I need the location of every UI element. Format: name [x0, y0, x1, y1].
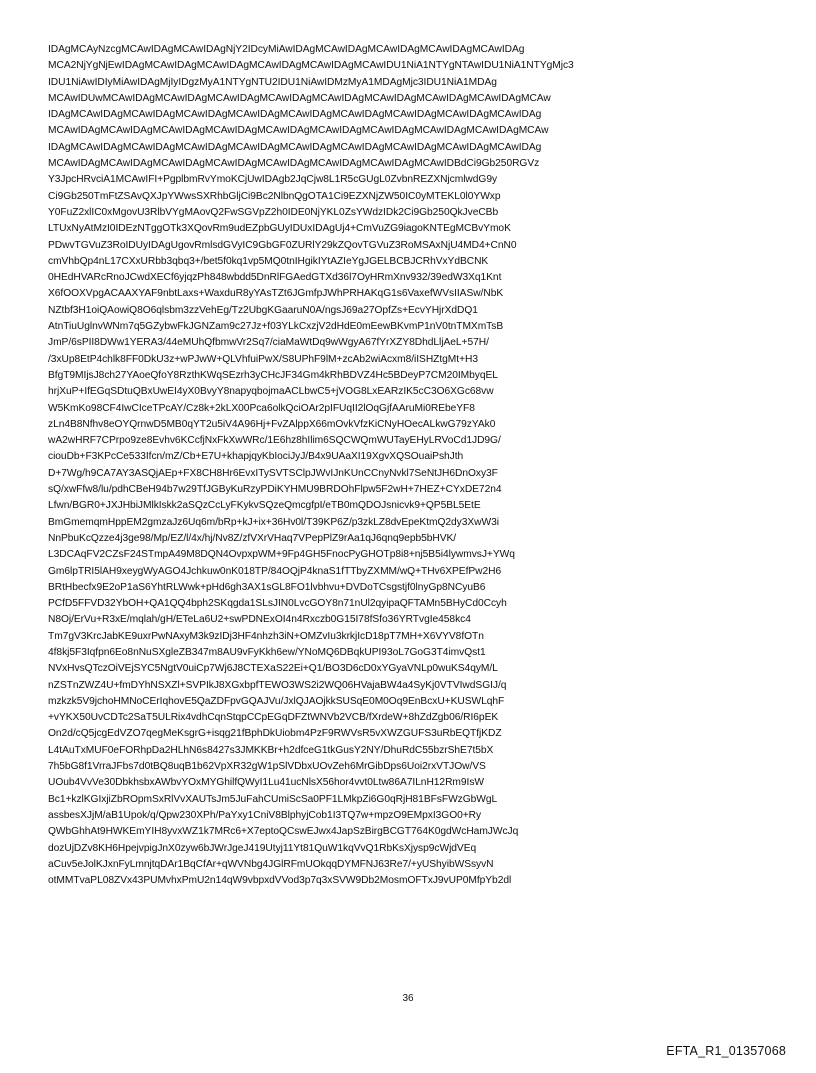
- text-line: IDU1NiAwIDIyMiAwIDAgMjIyIDgzMyA1NTYgNTU2IDU1NiAwIDMzMyA1MDAgMjc3IDU1NiA1MDAg: [48, 76, 497, 88]
- text-line: 7h5bG8f1VrraJFbs7d0tBQ8uqB1b62VpXR32gW1pSlVDbxUOvZeh6MrGibDps6Uoi2rxVTJOw/VS: [48, 761, 486, 773]
- text-line: LTUxNyAtMzI0IDEzNTggOTk3XQovRm9udEZpbGUyIDUxIDAgUj4+CmVuZG9iagoKNTEgMCBvYmoK: [48, 223, 511, 235]
- text-line: 4f8kj5F3Iqfpn6Eo8nNuSXgleZB347m8AU9vFyKkh6ew/YNoMQ6DBqkUPI93oL7GoG3T4imvQst1: [48, 646, 486, 658]
- text-line: MCAwIDAgMCAwIDAgMCAwIDAgMCAwIDAgMCAwIDAgMCAwIDAgMCAwIDAgMCAwIDBdCi9Gb250RGVz: [48, 158, 540, 170]
- text-line: MCAwIDUwMCAwIDAgMCAwIDAgMCAwIDAgMCAwIDAgMCAwIDAgMCAwIDAgMCAwIDAgMCAwIDAgMCAw: [48, 92, 551, 104]
- text-line: BRtHbecfx9E2oP1aS6YhtRLWwk+pHd6gh3AX1sGL8FO1lvbhvu+DVDoTCsgstjf0lnyGp8NCyuB6: [48, 581, 486, 593]
- text-line: IDAgMCAyNzcgMCAwIDAgMCAwIDAgNjY2IDcyMiAwIDAgMCAwIDAgMCAwIDAgMCAwIDAgMCAwIDAg: [48, 44, 525, 55]
- text-line: JmP/6sPII8DWw1YERA3/44eMUhQfbmwVr2Sq7/ciaMaWtDq9wWgyA67fYrXZY8DhdLljAeL+57H/: [48, 337, 489, 349]
- text-line: hrjXuP+IfEGqSDtuQBxUwEI4yX0BvyY8napyqbojmaACLbwC5+jVOG8LxEARzIK5cC3O6XGc68vw: [48, 386, 494, 398]
- text-line: BmGmemqmHppEM2gmzaJz6Uq6m/bRp+kJ+ix+36Hv0l/T39KP6Z/p3zkLZ8dvEpeKtmQ2dy3XwW3i: [48, 516, 499, 528]
- text-line: /3xUp8EtP4chlk8FF0DkU3z+wPJwW+QLVhfuiPwX/S8UPhF9lM+zcAb2wiAcxm8/iISHZtgMt+H3: [48, 353, 478, 365]
- text-line: PDwvTGVuZ3RoIDUyIDAgUgovRmlsdGVyIC9GbGF0ZURlY29kZQovTGVuZ3RoMSAxNjU4MD4+CnN0: [48, 239, 517, 251]
- text-line: IDAgMCAwIDAgMCAwIDAgMCAwIDAgMCAwIDAgMCAwIDAgMCAwIDAgMCAwIDAgMCAwIDAgMCAwIDAg: [48, 109, 542, 121]
- text-line: Lfwn/BGR0+JXJHbiJMlkIskk2aSQzCcLyFKykvSQzeQmcgfpI/eTB0mQDOJsnicvk9+QP5BL5EtE: [48, 500, 481, 512]
- text-line: Y3JpcHRvciA1MCAwIFI+PgplbmRvYmoKCjUwIDAgb2JqCjw8L1R5cGUgL0ZvbnREZXNjcmlwdG9y: [48, 174, 498, 186]
- text-line: cmVhbQp4nL17CXxURbb3qbq3+/bet5f0kq1vp5MQ0tnIHgikIYtAZIeYgJGELBCBJCRhVxYdBCNK: [48, 255, 489, 267]
- text-line: MCA2NjYgNjEwIDAgMCAwIDAgMCAwIDAgMCAwIDAgMCAwIDAgMCAwIDU1NiA1NTYgNTAwIDU1NiA1NTYgMjc3: [48, 60, 574, 72]
- text-line: PCfD5FFVD32YbOH+QA1QQ4bph2SKqgda1SLsJIN0LvcGOY8n71nUl2qyipaQFTAMn5BHyCd0Ccyh: [48, 598, 507, 610]
- text-line: L3DCAqFV2CZsF24STmpA49M8DQN4OvpxpWM+9Fp4GH5FnocPyGHOTp8i8+nj5B5i4lywmvsJ+YWq: [48, 549, 515, 561]
- text-line: aCuv5eJolKJxnFyLmnjtqDAr1BqCfAr+qWVNbg4JGlRFmUOkqqDYMFNJ63Re7/+yUShyibWSsyvN: [48, 858, 494, 870]
- text-line: nZSTnZWZ4U+fmDYhNSXZl+SVPIkJ8XGxbpfTEWO3WS2i2WQ06HVajaBW4a4SyKj0VTVIwdSGIJ/q: [48, 679, 507, 691]
- text-line: sQ/xwFfw8/lu/pdhCBeH94b7w29TfJGByKuRzyPDiKYHMU9BRDOhFlpw5F2wH+7HEZ+CYxDE72n4: [48, 484, 502, 496]
- encoded-text-block: [48, 42, 788, 889]
- text-line: On2d/cQ5jcgEdVZO7qegMeKsgrG+isqg21fBphDkUiobm4PzF9RWVsR5vXWZGUFS3uRbEQTfjKDZ: [48, 728, 502, 740]
- text-line: MCAwIDAgMCAwIDAgMCAwIDAgMCAwIDAgMCAwIDAgMCAwIDAgMCAwIDAgMCAwIDAgMCAwIDAgMCAw: [48, 125, 549, 137]
- text-line: Bc1+kzlKGIxjiZbROpmSxRlVvXAUTsJm5JuFahCUmiScSa0PF1LMkpZi6G0qRjH81BFsFWzGbWgL: [48, 793, 498, 805]
- text-line: X6fOOXVpgACAAXYAF9nbtLaxs+WaxduR8yYAsTZt6JGmfpJWhPRHAKqG1s6VaxefWVsIIASw/NbK: [48, 288, 504, 300]
- text-line: Ci9Gb250TmFtZSAvQXJpYWwsSXRhbGljCi9Bc2NlbnQgOTA1Ci9EZXNjZW50IC0yMTEKL0l0YWxp: [48, 190, 501, 202]
- text-line: BfgT9MIjsJ8ch27YAoeQfoY8RzthKWqSEzrh3yCHcJF34Gm4kRhBDVZ4Hc5BDeyP7CM20IMbyqEL: [48, 369, 498, 381]
- text-line: Tm7gV3KrcJabKE9uxrPwNAxyM3k9zIDj3HF4nhzh3iN+OMZvIu3krkjIcD18pT7MH+X6VYV8fOTn: [48, 630, 484, 642]
- bates-number: EFTA_R1_01357068: [666, 1044, 786, 1058]
- text-line: +vYKX50UvCDTc2SaT5ULRix4vdhCqnStqpCCpEGqDFZtWNVb2VCB/fXrdeW+8hZdZgb06/RI6pEK: [48, 712, 499, 724]
- text-line: 0HEdHVARcRnoJCwdXECf6yjqzPh848wbdd5DnRlFGAedGTXd36l7OyHRmXnv932/39edW3Xq1Knt: [48, 272, 502, 284]
- text-line: W5KmKo98CF4IwCIceTPcAY/Cz8k+2kLX00Pca6olkQciOAr2pIFUqII2lOqGjfAAruMi0REbeYF8: [48, 402, 475, 414]
- text-line: QWbGhhAt9HWKEmYIH8yvxWZ1k7MRc6+X7eptoQCswEJwx4JapSzBirgBCGT764K0gdWcHamJWcJq: [48, 826, 519, 838]
- text-line: NVxHvsQTczOiVEjSYC5NgtV0uiCp7Wj6J8CTEXaS22Ei+Q1/BO3D6cD0xYGyaVNLp0wuKS4qyM/L: [48, 663, 498, 675]
- text-line: L4tAuTxMUF0eFORhpDa2HLhN6s8427s3JMKKBr+h2dfceG1tkGusY2NY/DhuRdC55bzrShE7t5bX: [48, 744, 494, 756]
- text-line: NZtbf3H1oiQAowiQ8O6qlsbm3zzVehEg/Tz2UbgKGaaruN0A/ngsJ69a27OpfZs+EcvYHjrXdDQ1: [48, 304, 478, 316]
- text-line: ciouDb+F3KPcCe533Ifcn/mZ/Cb+E7U+khapjqyKbIociJyJ/B4x9UAaXI19XgvXQSOuaiPshJth: [48, 451, 464, 463]
- text-line: zLn4B8Nfhv8eOYQrnwD5MB0qYT2u5iV4A96Hj+FvZAlppX66mOvkVfzKiCNyHOecALkwG79zYAk0: [48, 418, 496, 430]
- text-line: assbesXJjM/aB1Upok/q/Qpw230XPh/PaYxy1CniV8BlphyjCob1I3TQ7w+mpzO9EMpxI3GO0+Ry: [48, 809, 482, 821]
- text-line: Y0FuZ2xlIC0xMgovU3RlbVYgMAovQ2FwSGVpZ2h0IDE0NjYKL0ZsYWdzIDk2Ci9Gb250QkJveCBb: [48, 206, 499, 218]
- text-line: wA2wHRF7CPrpo9ze8Evhv6KCcfjNxFkXwWRc/1E6hz8hIlim6SQCWQmWUTayEHyLRVoCd1JD9G/: [48, 435, 501, 447]
- text-line: NnPbuKcQzze4j3ge98/Mp/EZ/l/4x/hj/Nv8Z/zfVXrVHaq7VPepPlZ9rAa1qJ6qnq9epb5bHVK/: [48, 532, 457, 544]
- text-line: N8Oj/ErVu+R3xE/mqlah/gH/ETeLa6U2+swPDNExOI4n4Rxczb0G15I78fSfo36YRTvgIe458kc4: [48, 614, 471, 626]
- text-line: dozUjDZv8KH6HpejvpigJnX0zyw6bJWrJgeJ419Utyj11Yt81QuW1kqVvQ1RbKsXjysp9cWjdVEq: [48, 842, 477, 854]
- text-line: Gm6lpTRI5lAH9xeygWyAGO4Jchkuw0nK018TP/84OQjP4knaS1fTTbyZXMM/wQ+THv6XPEfPw2H6: [48, 565, 502, 577]
- text-line: IDAgMCAwIDAgMCAwIDAgMCAwIDAgMCAwIDAgMCAwIDAgMCAwIDAgMCAwIDAgMCAwIDAgMCAwIDAg: [48, 141, 542, 153]
- text-line: otMMTvaPL08ZVx43PUMvhxPmU2n14qW9vbpxdVVod3p7q3xSVW9Db2MosmOFTxJ9vUP0MfpYb2dl: [48, 875, 512, 887]
- page-number: 36: [402, 993, 414, 1004]
- text-line: UOub4VvVe30DbkhsbxAWbvYOxMYGhilfQWyI1Lu41ucNlsX56hor4vvt0Ltw86A7ILnH12Rm9IsW: [48, 777, 485, 789]
- text-line: AtnTiuUglnvWNm7q5GZybwFkJGNZam9c27Jz+f03YLkCxzjV2dHdE0mEewBKvmP1nV0tnTMXmTsB: [48, 321, 504, 333]
- text-line: D+7Wg/h9CA7AY3ASQjAEp+FX8CH8Hr6EvxITySVTSClpJWvIJnKUnCCnyNvkl7SeNtJH6DnOxy3F: [48, 467, 498, 479]
- text-line: mzkzk5V9jchoHMNoCErIqhovE5QaZDFpvGQAJVu/JxlQJAOjkkSUSqE0M0Oq9EnBcxU+KUSWLqhF: [48, 695, 505, 707]
